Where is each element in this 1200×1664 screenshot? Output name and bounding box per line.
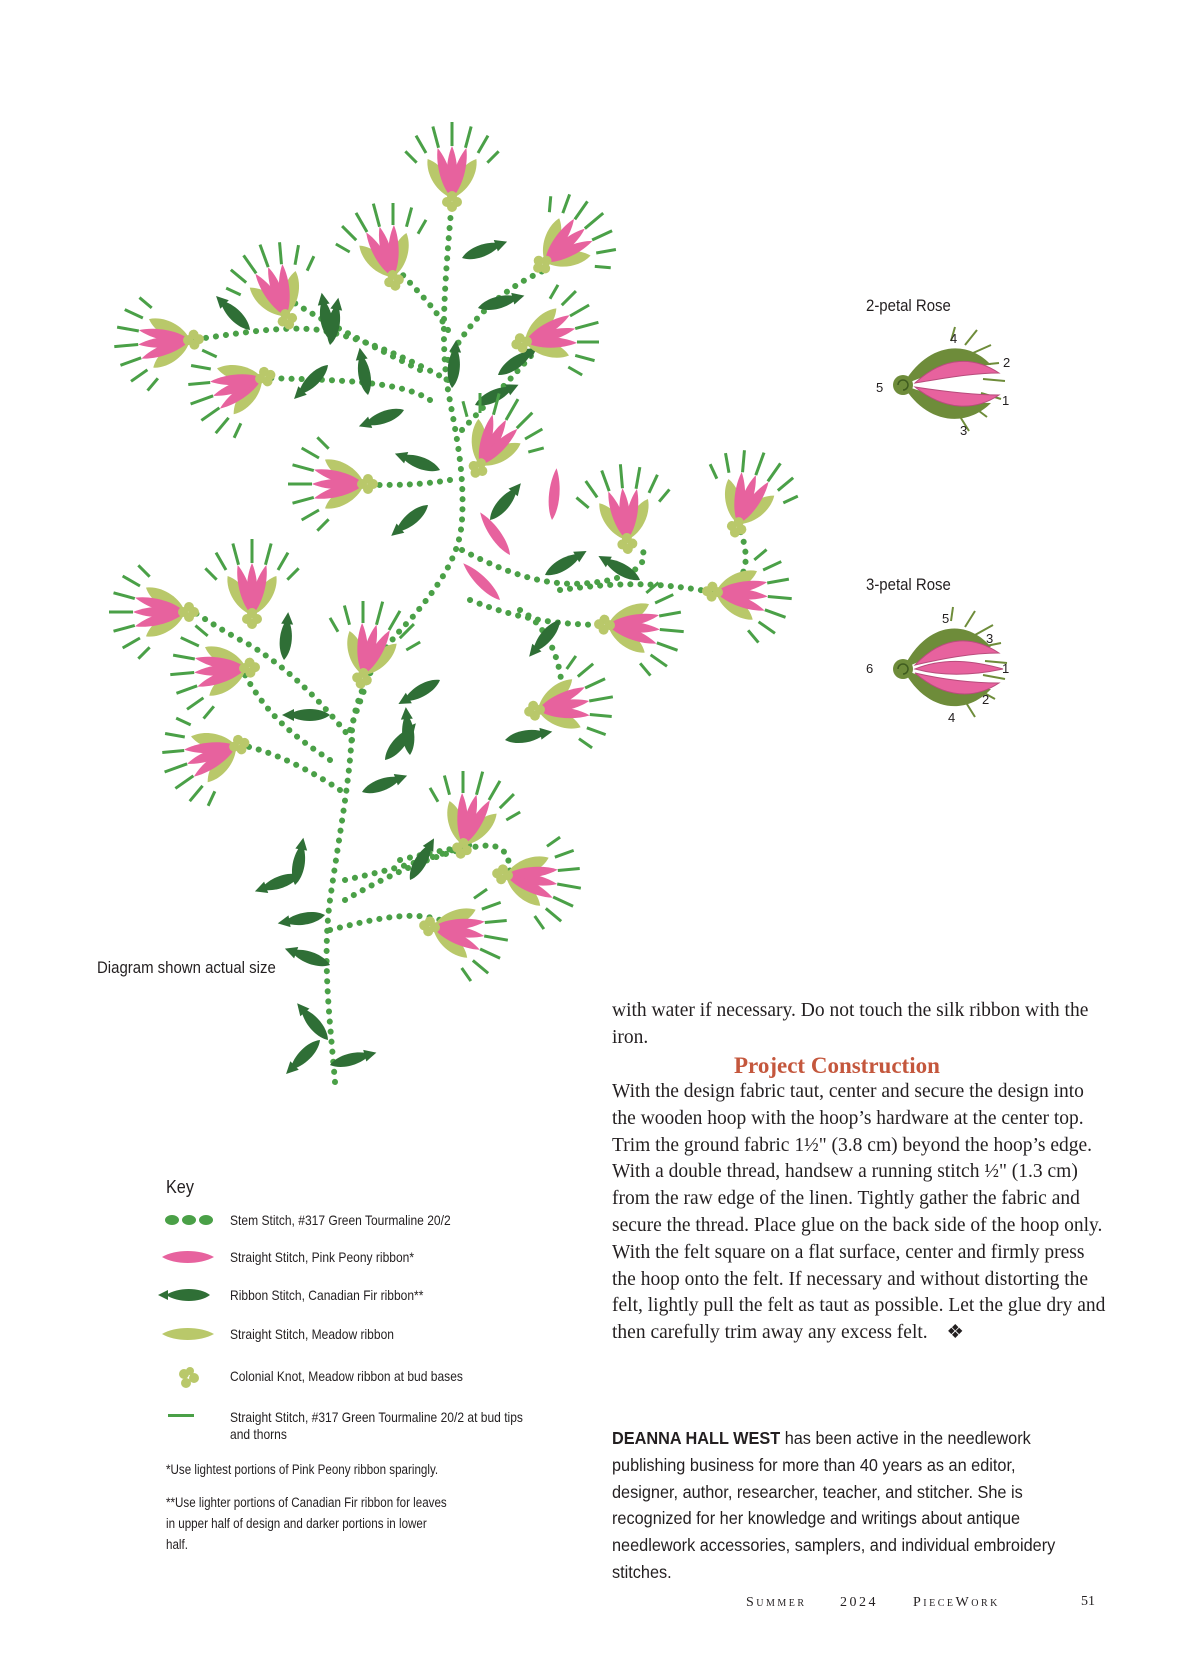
rose3-num-5: 5: [942, 611, 950, 626]
rose-3-petal-label: 3-petal Rose: [866, 575, 951, 594]
key-note-2: **Use lighter portions of Canadian Fir ribbon for leaves in upper half of design and darker portions in lower half.: [166, 1495, 447, 1552]
key-item-label: Ribbon Stitch, Canadian Fir ribbon**: [230, 1287, 424, 1303]
key-item-label: Stem Stitch, #317 Green Tourmaline 20/2: [230, 1212, 451, 1228]
rose2-num-1: 1: [1002, 393, 1010, 408]
rose3-num-3: 3: [986, 631, 994, 646]
key-item: [162, 1366, 582, 1396]
key-note-1: *Use lightest portions of Pink Peony ribbon sparingly.: [166, 1462, 439, 1477]
rose2-num-2: 2: [1003, 355, 1011, 370]
key-item: [162, 1285, 582, 1315]
rose3-num-2: 2: [982, 692, 990, 707]
key-item-label: Straight Stitch, #317 Green Tourmaline 20/2 at bud tips and thorns: [230, 1409, 523, 1442]
key-item: [162, 1407, 582, 1447]
continued-paragraph: with water if necessary. Do not touch the silk ribbon with the iron.: [612, 1000, 1089, 1048]
key-item-label: Straight Stitch, Meadow ribbon: [230, 1326, 394, 1342]
page-number: 51: [1081, 1594, 1095, 1609]
rose3-num-1: 1: [1002, 661, 1010, 676]
construction-paragraph: [612, 1079, 1112, 1347]
author-bio: [612, 1425, 1077, 1586]
rose-2-petal-diagram: [893, 327, 1005, 431]
rose2-num-4: 4: [950, 331, 958, 346]
section-heading: Project Construction: [734, 1053, 940, 1078]
footer-year: 2024: [840, 1595, 878, 1610]
dark-leaves: [212, 236, 643, 1078]
key-item: [162, 1210, 582, 1240]
key-item-label: Straight Stitch, Pink Peony ribbon*: [230, 1249, 415, 1265]
key-item: [162, 1247, 582, 1277]
diagram-caption: Diagram shown actual size: [97, 958, 276, 977]
rose-3-petal-diagram: [893, 607, 1010, 717]
author-bio-text: has been active in the needlework publishing business for more than 40 years as an editor, designer, author, researcher, teacher, and stitcher. She is recognized for her knowledge and writings about antique needlework accessories, samplers, and individual embroidery stitches.: [612, 1428, 1056, 1582]
key-item-label: Colonial Knot, Meadow ribbon at bud bases: [230, 1368, 463, 1384]
author-name: DEANNA HALL WEST: [612, 1428, 781, 1448]
key-item: [162, 1324, 582, 1354]
footer-season: Summer: [746, 1595, 807, 1610]
construction-text: With the design fabric taut, center and secure the design into the wooden hoop with the hoop’s hardware at the center top. Trim the ground fabric 1½" (3.8 cm) beyond the hoop’s edge. With a double thread, handsew a running stitch ½" (1.3 cm) from the raw edge of the linen. Tightly gather the fabric and secure the thread. Place glue on the back side of the hoop only. With the felt square on a flat surface, center and firmly press the hoop onto the felt. If necessary and without distorting the felt, lightly pull the felt as taut as possible. Let the glue dry and then carefully trim away any excess felt.: [612, 1081, 1106, 1344]
rose3-num-4: 4: [948, 710, 956, 725]
rose2-num-3: 3: [960, 423, 968, 438]
rose2-num-5: 5: [876, 380, 884, 395]
rose-2-petal-label: 2-petal Rose: [866, 296, 951, 315]
rose3-num-6: 6: [866, 661, 874, 676]
stem-stitches: [190, 200, 746, 1082]
footer-magazine: PieceWork: [913, 1595, 1000, 1610]
key-title: Key: [166, 1177, 194, 1197]
end-mark-icon: ❖: [946, 1322, 965, 1344]
bud-flowers: [109, 122, 809, 987]
